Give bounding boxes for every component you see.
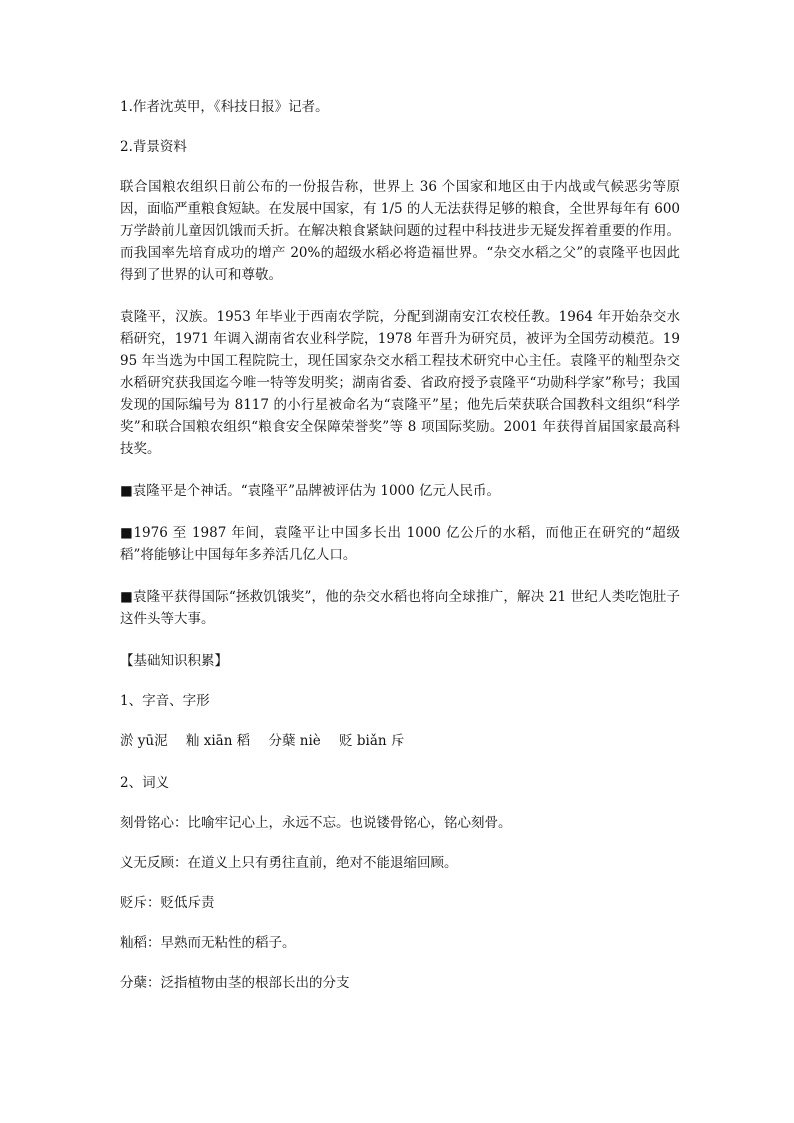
definition-4: 籼稻：早熟而无粘性的稻子。 <box>120 935 296 951</box>
bullet-item-3: ■袁隆平获得国际“拯救饥饿奖”，他的杂交水稻也将向全球推广，解决 21 世纪人类吃饱肚子这件头等大事。 <box>120 589 680 627</box>
bullet-item-2: ■1976 至 1987 年间，袁隆平让中国多长出 1000 亿公斤的水稻，而他正在研究的“超级稻”将能够让中国每年多养活几亿人口。 <box>120 525 680 563</box>
subsection-meaning: 2、词义 <box>120 775 170 791</box>
background-heading: 2.背景资料 <box>120 139 187 155</box>
pinyin-item: 淤 yū泥 <box>120 733 168 749</box>
document-page <box>120 96 680 1012</box>
author-line: 1.作者沈英甲，《科技日报》记者。 <box>120 99 329 115</box>
background-paragraph-2: 袁隆平，汉族。1953 年毕业于西南农学院，分配到湖南安江农校任教。1964 年开始杂交水稻研究，1971 年调入湖南省农业科学院，1978 年晋升为研究员，被评为全国劳动模范。1995 年当选为中国工程院院士，现任国家杂交水稻工程技术研究中心主任。袁隆平的籼型杂交水稻研究获我国迄今唯一特等发明奖；湖南省委、省政府授予袁隆平“功勋科学家”称号；我国发现的国际编号为 8117 的小行星被命名为“袁隆平”星；他先后荣获联合国教科文组织“科学奖”和联合国粮农组织“粮食安全保障荣誉奖”等 8 项国际奖励。2001 年获得首届国家最高科技奖。 <box>120 309 680 457</box>
pinyin-item: 籼 xiān 稻 <box>185 733 251 749</box>
pinyin-item: 贬 biǎn 斥 <box>339 733 405 749</box>
definition-3: 贬斥：贬低斥责 <box>120 895 215 911</box>
definition-5: 分蘖：泛指植物由茎的根部长出的分支 <box>120 975 350 991</box>
background-paragraph-1: 联合国粮农组织日前公布的一份报告称，世界上 36 个国家和地区由于内战或气候恶劣等原因，面临严重粮食短缺。在发展中国家，有 1/5 的人无法获得足够的粮食，全世界每年有 600 万学龄前儿童因饥饿而夭折。在解决粮食紧缺问题的过程中科技进步无疑发挥着重要的作用。而我国率先培育成功的增产 20%的超级水稻必将造福世界。“杂交水稻之父”的袁隆平也因此得到了世界的认可和尊敬。 <box>120 179 680 283</box>
subsection-pronunciation: 1、字音、字形 <box>120 693 210 709</box>
section-heading: 【基础知识积累】 <box>120 653 228 669</box>
bullet-item-1: ■袁隆平是个神话。“袁隆平”品牌被评估为 1000 亿元人民币。 <box>120 483 500 499</box>
definition-1: 刻骨铭心：比喻牢记心上，永远不忘。也说镂骨铭心，铭心刻骨。 <box>120 815 512 831</box>
pinyin-item: 分蘖 niè <box>268 733 321 749</box>
definition-2: 义无反顾：在道义上只有勇往直前，绝对不能退缩回顾。 <box>120 855 458 871</box>
pinyin-list <box>120 730 680 752</box>
